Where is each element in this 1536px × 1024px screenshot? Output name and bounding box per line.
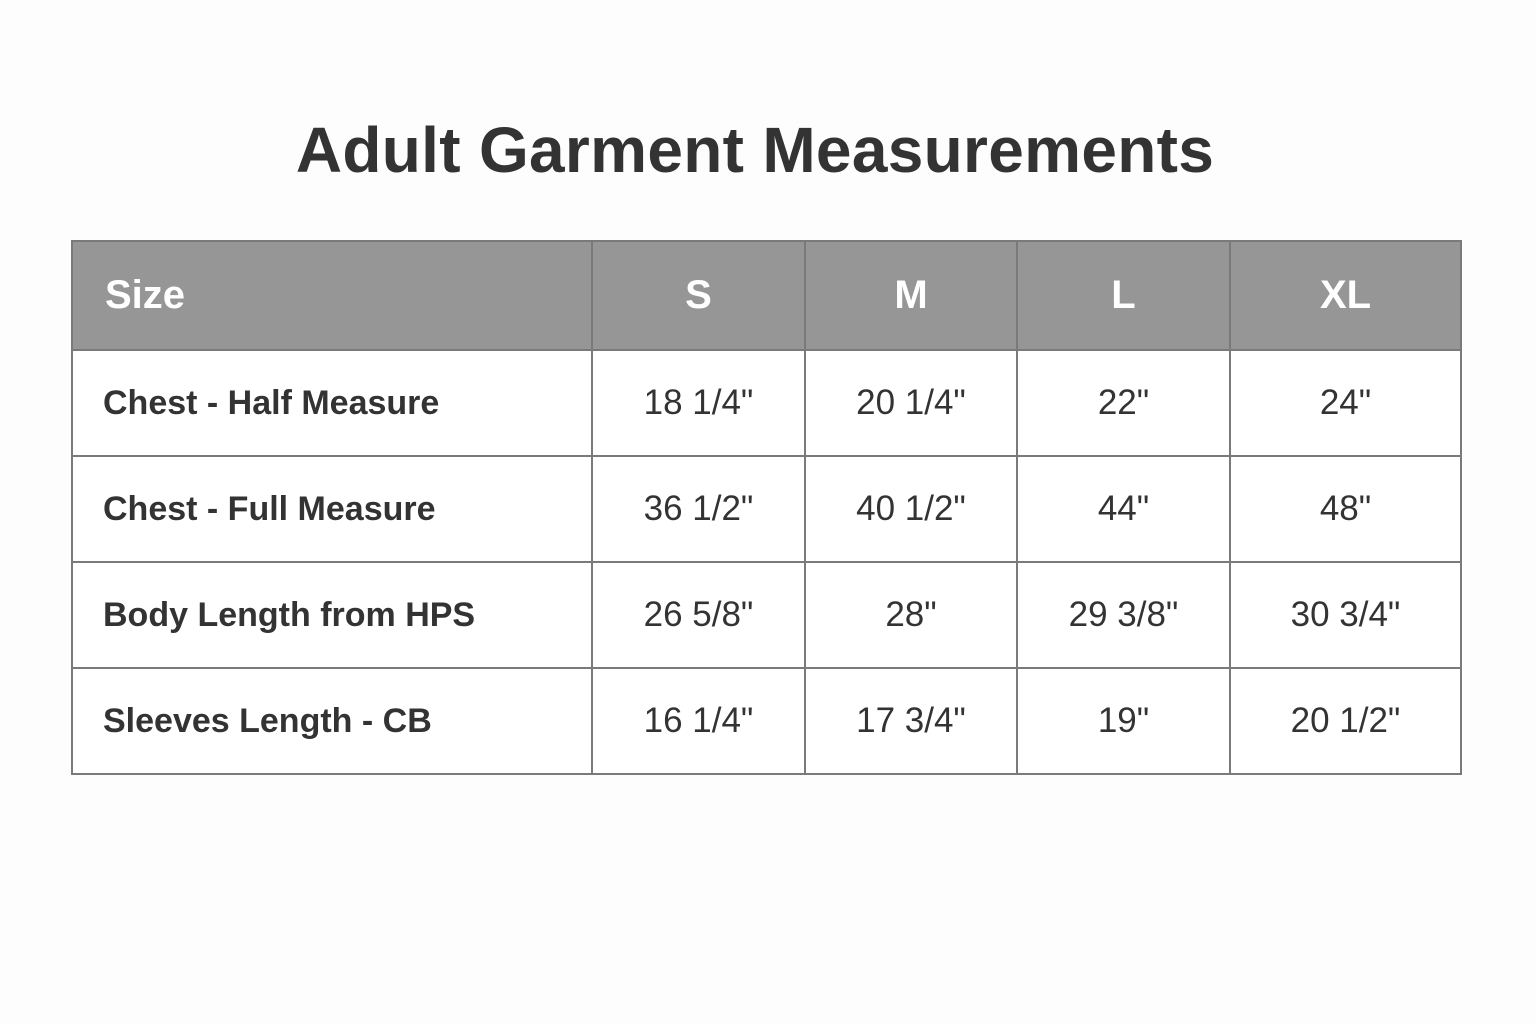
row-label-sleeve-length: Sleeves Length - CB xyxy=(72,668,592,774)
table-row xyxy=(72,456,1461,562)
table-cell: 28" xyxy=(805,562,1017,668)
table-row xyxy=(72,668,1461,774)
table-cell: 19" xyxy=(1017,668,1230,774)
table-cell: 17 3/4" xyxy=(805,668,1017,774)
row-label-chest-full: Chest - Full Measure xyxy=(72,456,592,562)
header-size-xl: XL xyxy=(1230,241,1461,350)
table-cell: 30 3/4" xyxy=(1230,562,1461,668)
table-cell: 18 1/4" xyxy=(592,350,805,456)
page-title: Adult Garment Measurements xyxy=(295,114,1215,186)
table-row xyxy=(72,562,1461,668)
table-cell: 20 1/2" xyxy=(1230,668,1461,774)
table-cell: 29 3/8" xyxy=(1017,562,1230,668)
row-label-body-length: Body Length from HPS xyxy=(72,562,592,668)
table-cell: 24" xyxy=(1230,350,1461,456)
header-size-l: L xyxy=(1017,241,1230,350)
table-cell: 26 5/8" xyxy=(592,562,805,668)
table-cell: 40 1/2" xyxy=(805,456,1017,562)
header-size-m: M xyxy=(805,241,1017,350)
header-size-label: Size xyxy=(72,241,592,350)
table-cell: 20 1/4" xyxy=(805,350,1017,456)
table-body xyxy=(72,350,1461,774)
table-cell: 36 1/2" xyxy=(592,456,805,562)
row-label-chest-half: Chest - Half Measure xyxy=(72,350,592,456)
measurements-table xyxy=(71,240,1462,775)
header-row xyxy=(72,241,1461,350)
table-header xyxy=(72,241,1461,350)
table-cell: 16 1/4" xyxy=(592,668,805,774)
table-row xyxy=(72,350,1461,456)
table-cell: 44" xyxy=(1017,456,1230,562)
header-size-s: S xyxy=(592,241,805,350)
table-cell: 22" xyxy=(1017,350,1230,456)
table-cell: 48" xyxy=(1230,456,1461,562)
